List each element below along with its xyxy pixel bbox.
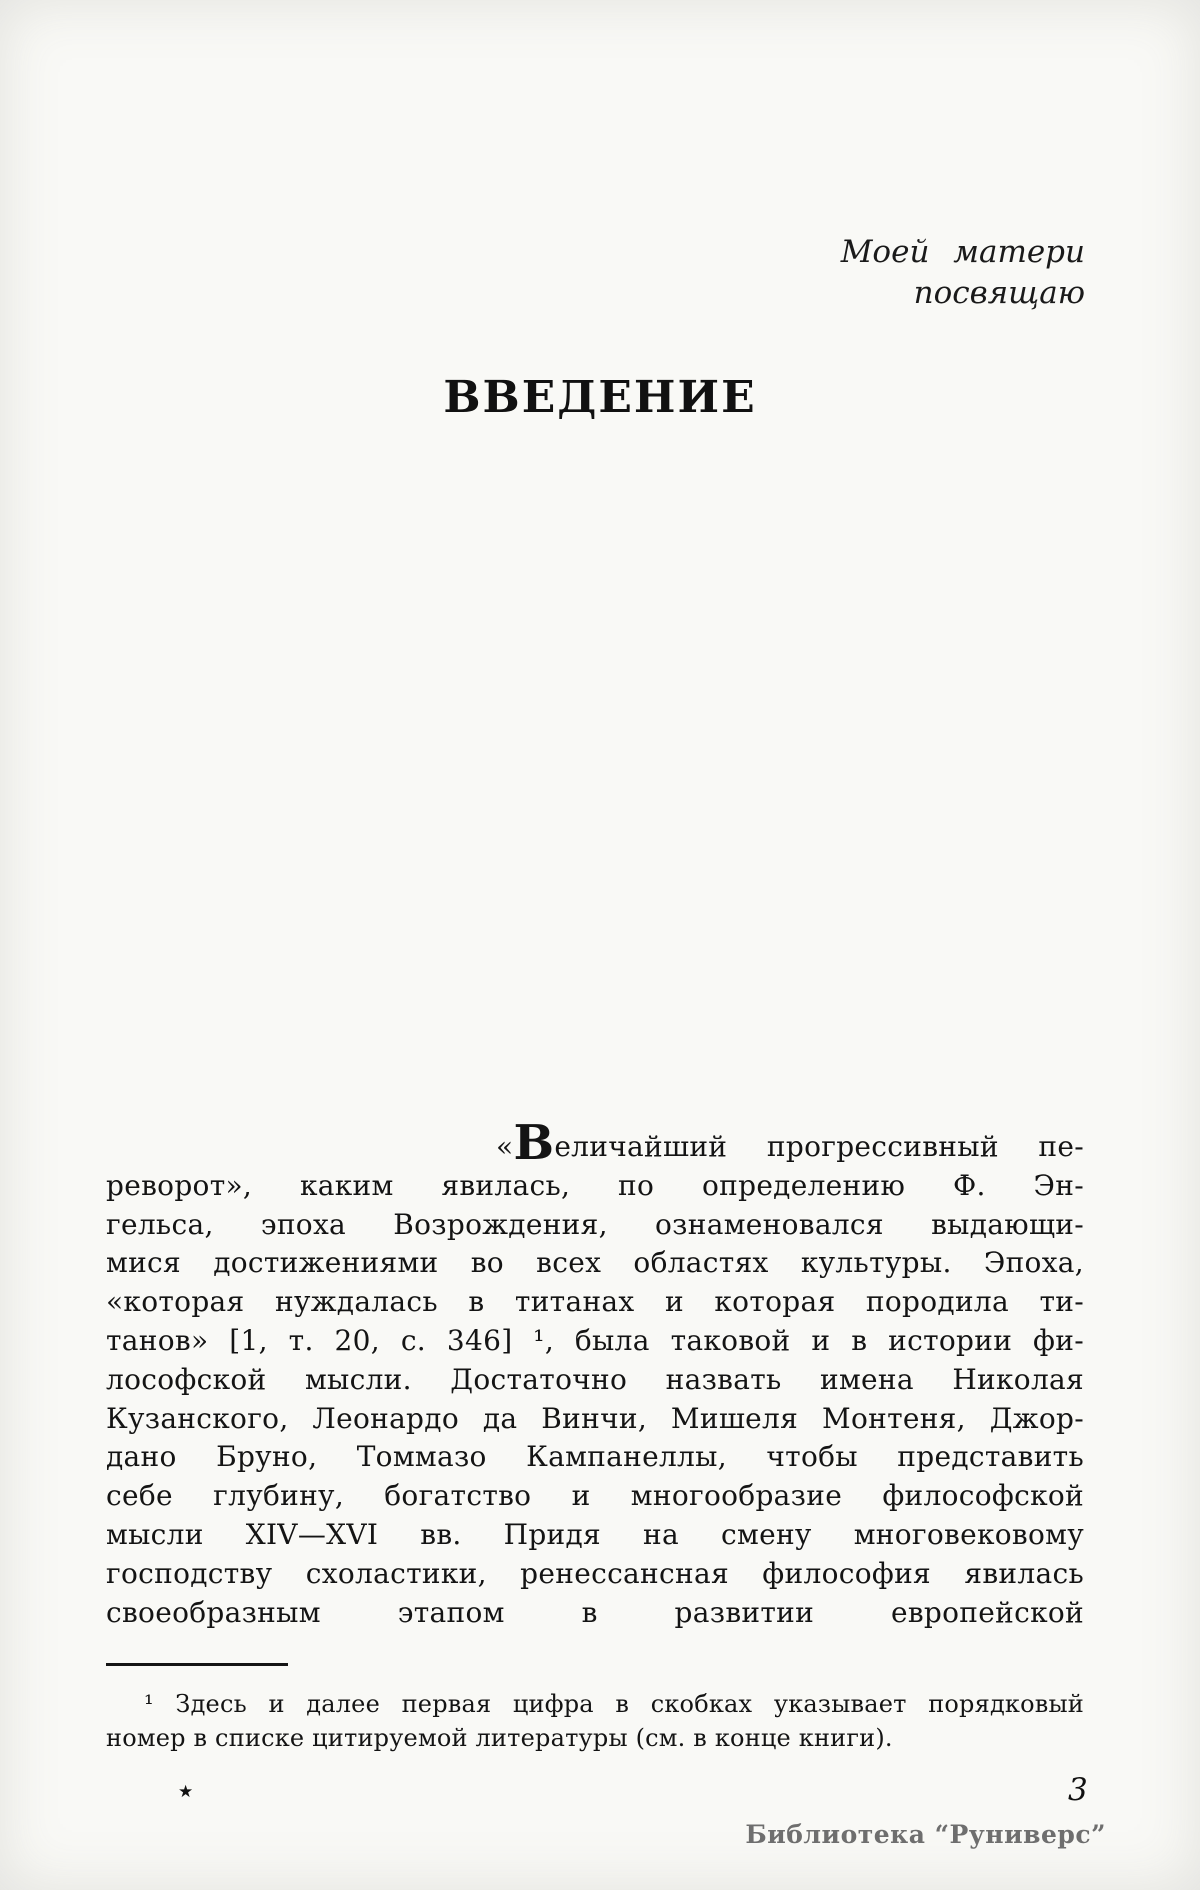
- main-paragraph: [106, 1115, 1084, 1632]
- library-watermark: Библиотека “Руниверс”: [745, 1820, 1106, 1849]
- paragraph-line-4: мися достижениями во всех областях культуры. Эпоха,: [106, 1246, 1084, 1280]
- paragraph-line-8: Кузанского, Леонардо да Винчи, Мишеля Монтеня, Джор-: [106, 1401, 1084, 1435]
- footnote: [106, 1688, 1084, 1755]
- dedication-line-2: посвящаю: [913, 275, 1085, 311]
- raised-initial-letter: В: [513, 1115, 555, 1171]
- dedication-line-1: Моей матери: [840, 234, 1085, 270]
- chapter-title: ВВЕДЕНИЕ: [443, 372, 757, 423]
- title-row: [0, 372, 1200, 423]
- paragraph-line-6: танов» [1, т. 20, с. 346] ¹, была таковой и в истории фи-: [106, 1323, 1084, 1357]
- paragraph-line-10: себе глубину, богатство и многообразие философской: [106, 1479, 1084, 1513]
- paragraph-line-7: лософской мысли. Достаточно назвать имена Николая: [106, 1362, 1084, 1396]
- paragraph-line-12: господству схоластики, ренессансная философия явилась: [106, 1556, 1084, 1590]
- signature-star-mark: ★: [178, 1782, 194, 1802]
- paragraph-line-13: своеобразным этапом в развитии европейской: [106, 1595, 1084, 1629]
- dedication: [841, 232, 1085, 314]
- footnote-separator-rule: [106, 1663, 288, 1666]
- paragraph-line-11: мысли XIV—XVI вв. Придя на смену многовековому: [106, 1517, 1084, 1551]
- paragraph-line-2: реворот», каким явилась, по определению Ф. Эн-: [106, 1168, 1084, 1202]
- open-quote: «: [496, 1130, 514, 1163]
- paragraph-line-5: «которая нуждалась в титанах и которая породила ти-: [106, 1285, 1084, 1319]
- footnote-line-2: номер в списке цитируемой литературы (см. в конце книги).: [106, 1723, 893, 1752]
- paragraph-line-3: гельса, эпоха Возрождения, ознаменовался выдающи-: [106, 1207, 1084, 1241]
- footnote-line-1: ¹ Здесь и далее первая цифра в скобках указывает порядковый: [144, 1690, 1084, 1718]
- paragraph-line-1-text: еличайший прогрессивный пе-: [554, 1130, 1084, 1163]
- paragraph-line-9: дано Бруно, Томмазо Кампанеллы, чтобы представить: [106, 1440, 1084, 1474]
- page-number: 3: [1068, 1772, 1088, 1808]
- paragraph-line-1: [106, 1115, 1084, 1171]
